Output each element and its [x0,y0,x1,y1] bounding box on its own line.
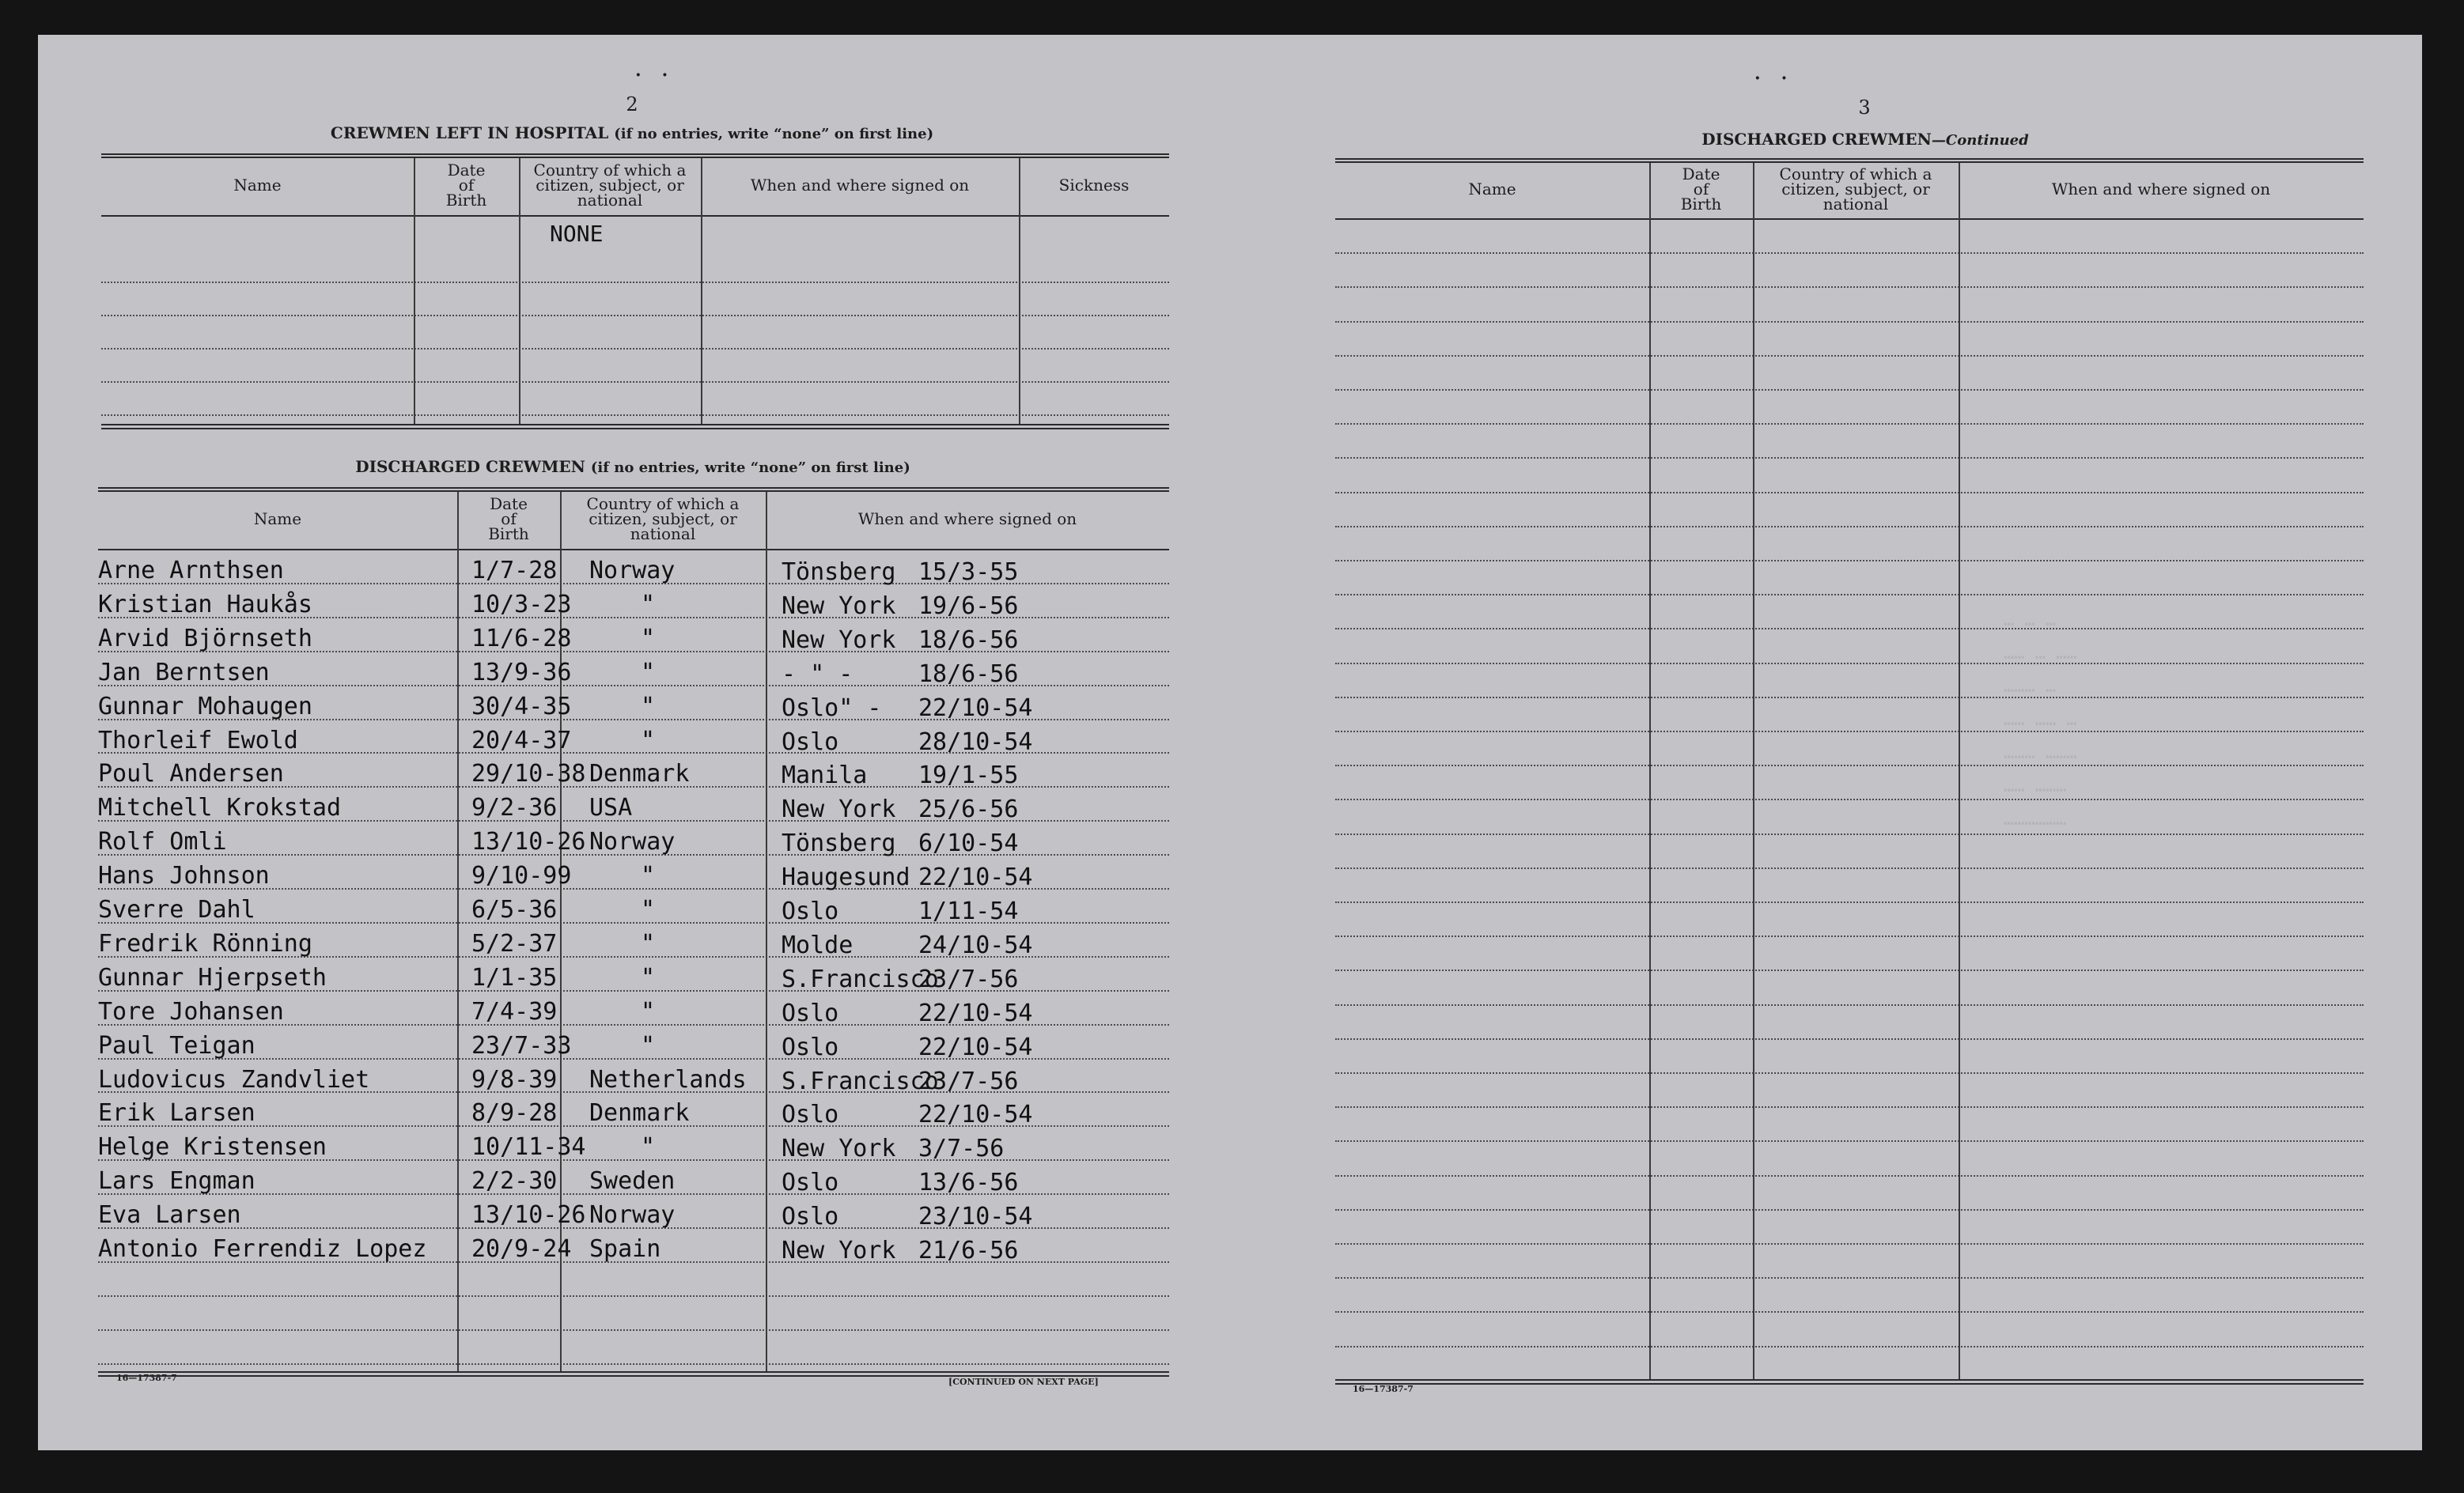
crew-signed-on-place: Tönsberg [782,558,896,586]
crew-country: Spain [589,1235,661,1263]
continued-column-rule [1753,163,1754,1379]
crew-signed-on-date: 22/10-54 [918,864,1033,892]
crew-signed-on-place: Oslo [782,1203,839,1231]
crew-country: Netherlands [589,1065,747,1094]
crew-name: Jan Berntsen [98,658,270,686]
crew-signed-on-date: 23/10-54 [918,1203,1033,1231]
crew-signed-on-place: Oslo [782,1033,839,1061]
crew-signed-on-date: 19/6-56 [918,592,1019,620]
continued-row-rule [1335,526,2364,527]
continued-row-rule [1335,1004,2364,1006]
continued-row-rule [1335,218,2364,220]
crew-date-of-birth: 9/10-99 [471,862,572,890]
hospital-column-rule [701,158,702,424]
continued-row-rule [1335,833,2364,835]
crew-country: " [641,862,656,890]
crew-signed-on-date: 3/7-56 [918,1135,1005,1163]
crew-signed-on-place: Tönsberg [782,830,896,858]
form-number-left: 16—17387-7 [116,1373,177,1383]
crew-signed-on-place: Oslo [782,898,839,925]
crew-date-of-birth: 1/7-28 [471,557,558,584]
crew-signed-on-date: 21/6-56 [918,1237,1019,1264]
hospital-bottom-rule-2 [101,428,1169,429]
continued-top-rule [1335,158,2364,160]
crew-signed-on-place: New York [782,1135,896,1163]
continued-row-rule [1335,867,2364,869]
hospital-row-rule [101,348,1169,350]
crew-name: Gunnar Hjerpseth [98,963,327,992]
continued-note: [CONTINUED ON NEXT PAGE] [948,1377,1099,1387]
document-paper [38,35,2422,1450]
crew-signed-on-place: - " - [782,660,854,688]
continued-row-rule [1335,1311,2364,1313]
crew-date-of-birth: 7/4-39 [471,997,558,1026]
crew-signed-on-date: 24/10-54 [918,931,1033,959]
crew-signed-on-place: New York [782,626,896,654]
continued-row-rule [1335,799,2364,800]
crew-country: " [641,590,656,618]
form-number-right: 16—17387-7 [1353,1384,1414,1394]
crew-signed-on-place: New York [782,1237,896,1264]
continued-row-rule [1335,594,2364,595]
page-2 [38,35,1224,1450]
crew-country: Denmark [589,1099,690,1128]
crew-date-of-birth: 11/6-28 [471,624,572,652]
hospital-column-rule [519,158,520,424]
continued-row-rule [1335,731,2364,732]
crew-country: " [641,1031,656,1060]
crew-name: Tore Johansen [98,997,284,1026]
crew-signed-on-place: S.Francisco [782,1067,939,1095]
continued-row-rule [1335,355,2364,357]
continued-row-rule [1335,697,2364,698]
crew-name: Paul Teigan [98,1031,255,1060]
continued-row-rule [1335,252,2364,254]
column-header: Sickness [1058,175,1130,195]
continued-row-rule [1335,970,2364,971]
bleed-through-marks: ⋯ ⋯ ⋯ ⋯⋯ ⋯ ⋯⋯ ⋯⋯⋯ ⋯ ⋯⋯ ⋯⋯ ⋯ ⋯⋯⋯ ⋯⋯⋯ ⋯⋯ ⋯⋯⋯ ⋯⋯⋯⋯⋯⋯ [2004,614,2077,833]
crew-signed-on-date: 13/6-56 [918,1169,1019,1197]
crew-name: Thorleif Ewold [98,726,298,754]
crew-country: " [641,658,656,686]
discharged-row-rule [98,1295,1169,1297]
crew-name: Rolf Omli [98,828,227,856]
crew-country: " [641,929,656,958]
discharged-column-rule [457,492,459,1371]
crew-signed-on-date: 18/6-56 [918,660,1019,688]
continued-row-rule [1335,1140,2364,1142]
crew-signed-on-place: Oslo" - [782,694,882,722]
crew-country: Norway [589,828,676,856]
hospital-title-note: (if no entries, write “none” on first line) [614,126,934,142]
crew-date-of-birth: 20/4-37 [471,726,572,754]
continued-row-rule [1335,628,2364,629]
crew-date-of-birth: 6/5-36 [471,896,558,924]
continued-row-rule [1335,663,2364,664]
crew-signed-on-place: New York [782,592,896,620]
crew-signed-on-date: 18/6-56 [918,626,1019,654]
continued-row-rule [1335,389,2364,391]
discharged-row-rule [98,1329,1169,1331]
crew-name: Gunnar Mohaugen [98,692,312,720]
crew-name: Hans Johnson [98,862,270,890]
crew-country: Norway [589,1201,676,1230]
page-3-punch-marks: ·· [1754,68,1808,89]
hospital-section-title [331,123,933,142]
crew-date-of-birth: 9/8-39 [471,1065,558,1094]
discharged-row-rule [98,549,1169,550]
discharged-bottom-rule-2 [98,1375,1169,1377]
crew-country: Sweden [589,1167,676,1196]
crew-name: Lars Engman [98,1167,255,1196]
continued-top-rule-2 [1335,161,2364,163]
crew-date-of-birth: 13/10-26 [471,1201,586,1230]
crew-date-of-birth: 2/2-30 [471,1167,558,1196]
column-header: Date of Birth [1680,164,1722,214]
crew-name: Fredrik Rönning [98,929,312,958]
crew-country: USA [589,794,633,822]
hospital-row-rule [101,315,1169,316]
hospital-row-rule [101,381,1169,383]
hospital-row-rule [101,215,1169,217]
crew-signed-on-date: 22/10-54 [918,694,1033,722]
discharged-row-rule [98,1363,1169,1365]
crew-signed-on-place: Molde [782,931,854,959]
continued-row-rule [1335,1038,2364,1040]
discharged-bottom-rule [98,1371,1169,1373]
crew-date-of-birth: 23/7-33 [471,1031,572,1060]
column-header: When and where signed on [750,175,970,195]
crew-signed-on-date: 15/3-55 [918,558,1019,586]
continued-bottom-rule [1335,1379,2364,1381]
discharged-title: DISCHARGED CREWMEN [355,457,585,476]
crew-name: Antonio Ferrendiz Lopez [98,1235,427,1263]
hospital-row-rule [101,414,1169,416]
crew-date-of-birth: 1/1-35 [471,963,558,992]
crew-country: " [641,692,656,720]
crew-name: Kristian Haukås [98,590,312,618]
hospital-top-rule [101,153,1169,155]
crew-signed-on-date: 28/10-54 [918,728,1033,756]
crew-country: " [641,896,656,924]
hospital-entry: NONE [550,221,604,247]
continued-row-rule [1335,1243,2364,1245]
crew-signed-on-date: 22/10-54 [918,999,1033,1027]
crew-name: Arne Arnthsen [98,557,284,584]
crew-date-of-birth: 5/2-37 [471,929,558,958]
crew-signed-on-date: 23/7-56 [918,1067,1019,1095]
column-header: Date of Birth [488,493,529,543]
continued-row-rule [1335,321,2364,323]
discharged-top-rule-2 [98,490,1169,492]
continued-title-suffix: —Continued [1931,132,2029,149]
page-3 [1232,35,2422,1450]
page-3-number: 3 [1858,96,1871,119]
continued-row-rule [1335,1209,2364,1211]
crew-country: " [641,1133,656,1162]
discharged-column-rule [766,492,767,1371]
crew-name: Erik Larsen [98,1099,255,1128]
continued-row-rule [1335,457,2364,459]
crew-signed-on-place: Oslo [782,1101,839,1129]
column-header: Name [1468,179,1516,198]
column-header: Name [253,508,302,528]
hospital-title: CREWMEN LEFT IN HOSPITAL [330,123,609,142]
hospital-bottom-rule [101,424,1169,425]
discharged-title-note: (if no entries, write “none” on first line) [590,459,910,476]
crew-date-of-birth: 10/3-23 [471,590,572,618]
crew-name: Mitchell Krokstad [98,794,342,822]
hospital-column-rule [414,158,415,424]
crew-date-of-birth: 13/10-26 [471,828,586,856]
crew-signed-on-place: Oslo [782,999,839,1027]
crew-signed-on-date: 22/10-54 [918,1033,1033,1061]
crew-signed-on-place: Haugesund [782,864,910,892]
column-header: When and where signed on [2051,179,2271,198]
crew-country: " [641,997,656,1026]
crew-signed-on-place: New York [782,796,896,824]
crew-signed-on-place: Manila [782,762,868,790]
crew-country: " [641,726,656,754]
continued-row-rule [1335,765,2364,766]
continued-column-rule [1959,163,1960,1379]
column-header: Name [233,175,282,195]
crew-date-of-birth: 29/10-38 [471,760,586,788]
continued-column-rule [1649,163,1651,1379]
column-header: Country of which a citizen, subject, or national [533,160,687,210]
crew-signed-on-date: 1/11-54 [918,898,1019,925]
crew-signed-on-place: S.Francisco [782,965,939,993]
column-header: Date of Birth [445,160,487,210]
continued-title: DISCHARGED CREWMEN [1701,130,1932,149]
crew-date-of-birth: 10/11-34 [471,1133,586,1162]
continued-row-rule [1335,1175,2364,1177]
column-header: When and where signed on [857,508,1077,528]
continued-row-rule [1335,560,2364,561]
crew-signed-on-date: 22/10-54 [918,1101,1033,1129]
continued-row-rule [1335,1346,2364,1347]
discharged-top-rule [98,487,1169,489]
crew-name: Ludovicus Zandvliet [98,1065,370,1094]
crew-signed-on-date: 6/10-54 [918,830,1019,858]
crew-country: Denmark [589,760,690,788]
continued-section-title [1701,130,2028,149]
crew-date-of-birth: 20/9-24 [471,1235,572,1263]
column-header: Country of which a citizen, subject, or national [1779,164,1932,214]
continued-row-rule [1335,1106,2364,1108]
continued-bottom-rule-2 [1335,1383,2364,1385]
crew-name: Poul Andersen [98,760,284,788]
crew-signed-on-date: 19/1-55 [918,762,1019,790]
crew-date-of-birth: 9/2-36 [471,794,558,822]
crew-date-of-birth: 8/9-28 [471,1099,558,1128]
crew-signed-on-date: 25/6-56 [918,796,1019,824]
crew-signed-on-date: 23/7-56 [918,965,1019,993]
discharged-section-title [355,457,910,476]
crew-country: " [641,624,656,652]
hospital-column-rule [1019,158,1020,424]
crew-country: Norway [589,557,676,584]
crew-name: Sverre Dahl [98,896,255,924]
continued-row-rule [1335,901,2364,903]
hospital-row-rule [101,282,1169,283]
hospital-top-rule-2 [101,157,1169,158]
column-header: Country of which a citizen, subject, or national [586,493,740,543]
continued-row-rule [1335,935,2364,937]
crew-name: Arvid Björnseth [98,624,312,652]
continued-row-rule [1335,423,2364,425]
crew-country: " [641,963,656,992]
page-2-punch-marks: ·· [635,65,689,85]
continued-row-rule [1335,1277,2364,1279]
crew-signed-on-place: Oslo [782,1169,839,1197]
crew-signed-on-place: Oslo [782,728,839,756]
crew-date-of-birth: 13/9-36 [471,658,572,686]
crew-date-of-birth: 30/4-35 [471,692,572,720]
crew-name: Helge Kristensen [98,1133,327,1162]
continued-row-rule [1335,286,2364,288]
continued-row-rule [1335,492,2364,493]
continued-row-rule [1335,1072,2364,1074]
page-2-number: 2 [626,93,638,115]
crew-name: Eva Larsen [98,1201,241,1230]
